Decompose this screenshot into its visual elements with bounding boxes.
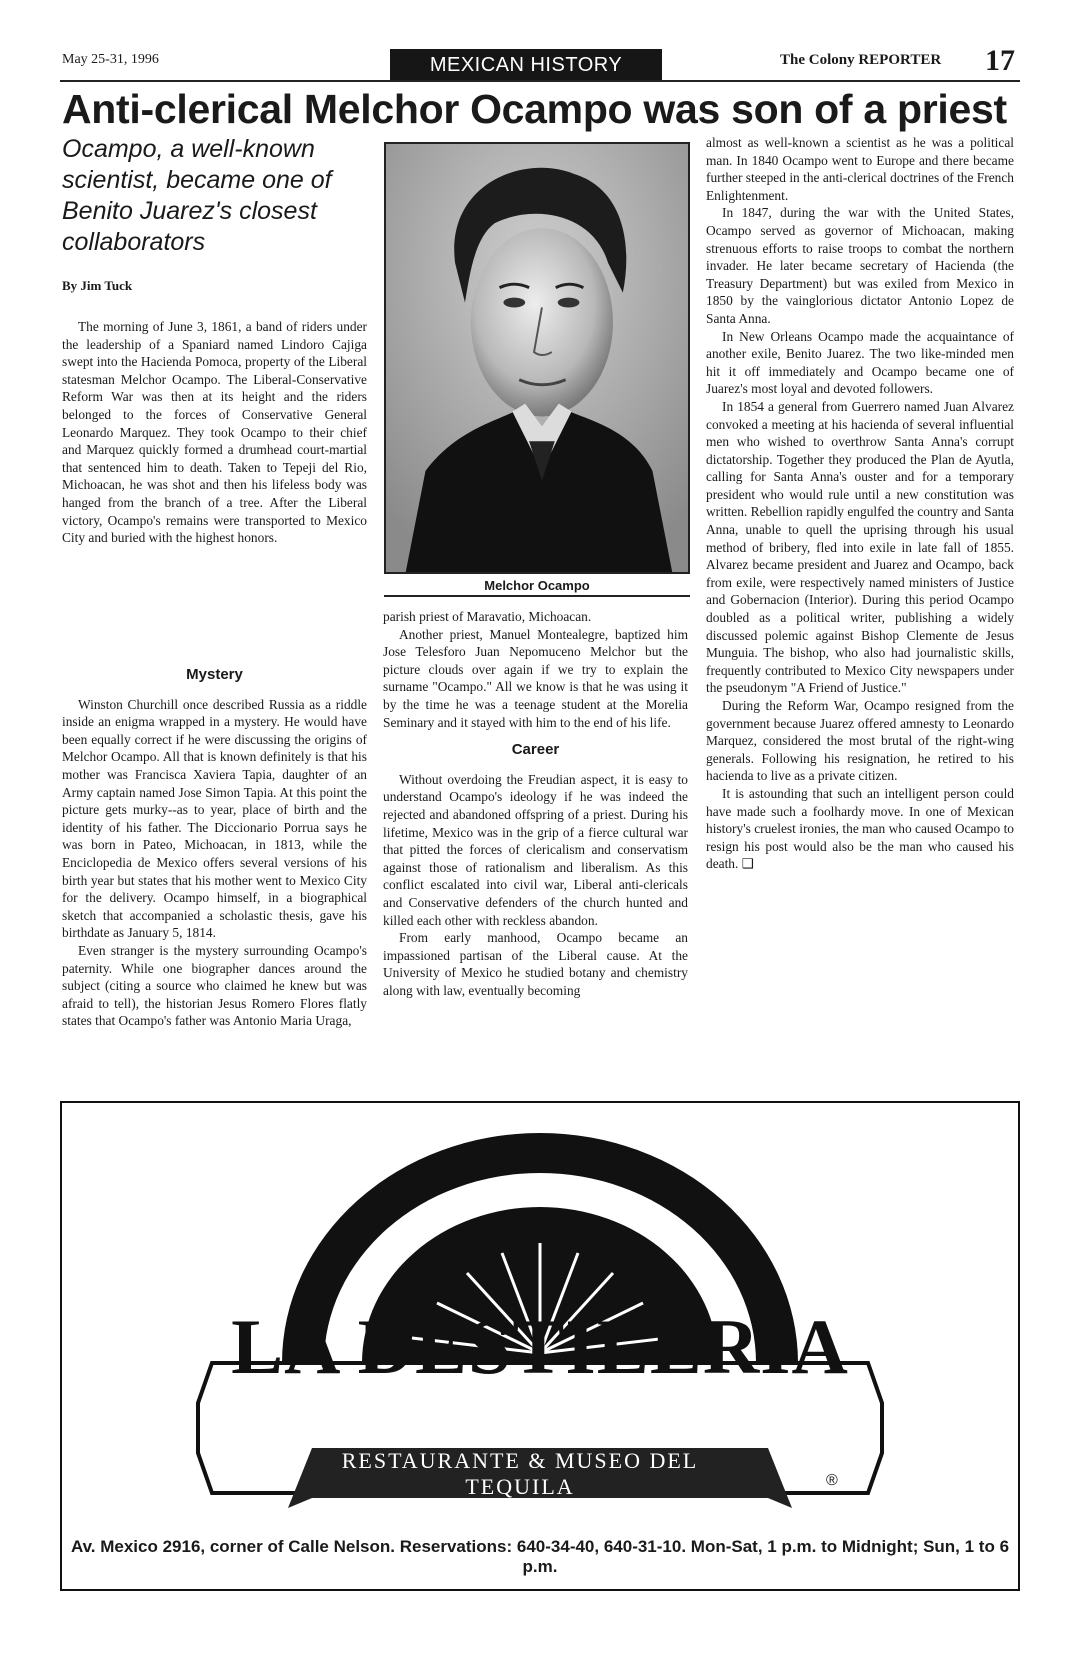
section-heading-mystery: Mystery: [186, 666, 243, 683]
header-rule: [60, 80, 1020, 82]
paragraph: parish priest of Maravatio, Michoacan.: [383, 609, 592, 624]
paragraph: [706, 785, 1014, 873]
column-2: [383, 608, 688, 999]
ad-contact-info: Av. Mexico 2916, corner of Calle Nelson. Reservations: 640-34-40, 640-31-10. Mon-Sat, 1 p.m. to Midnight; Sun, 1 to 6 p.m.: [70, 1537, 1010, 1576]
paragraph-text: It is astounding that such an intelligent person could have made such a foolhardy move. In one of Mexican history's cruelest ironies, the man who caused Ocampo to resign his post would also be the man who caused his death.: [706, 785, 1014, 872]
paragraph: In 1854 a general from Guerrero named Juan Alvarez convoked a meeting at his hacienda of several influential men who wished to overthrow Santa Anna's corrupt dictatorship. Together they produced the Plan de Ayutla, calling for Santa Anna's ouster and for a temporary president who would rule until a new constitution was written. Rebellion rapidly engulfed the country and Santa Anna, unable to quell the uprising through his usual method of bribery, fled into exile in late fall of 1855. Alvarez became president and Juarez and Ocampo, back from exile, were respectively named ministers of Justice and Gobernacion (Interior). During this period Ocampo doubled as a political writer, publishing a widely discussed polemic against Bishop Clemente de Jesus Munguia. The bishop, who also had journalistic skills, frequently contributed to Mexico City newspapers under the pseudonym "A Friend of Justice.": [706, 398, 1014, 696]
portrait-photo: [384, 142, 690, 574]
portrait-illustration: [386, 144, 688, 572]
column-1-intro: [62, 318, 367, 547]
paragraph: Without overdoing the Freudian aspect, it is easy to understand Ocampo's ideology if he was indeed the rejected and abandoned offspring of a priest. During his lifetime, Mexico was in the grip of a fierce cultural war that pitted the forces of clericalism and conservatism against those of rationalism and liberalism. As this conflict escalated into civil war, Liberal anti-clericals and Conservative defenders of the church hunted and killed each other with reckless abandon.: [383, 771, 688, 928]
byline: By Jim Tuck: [62, 278, 133, 293]
end-mark-icon: ❑: [741, 856, 754, 872]
paragraph: In 1847, during the war with the United States, Ocampo served as governor of Michoacan, making strenuous efforts to raise troops to combat the northern invader. He later became secretary of Hacienda (the Treasury Department) but was exiled from Mexico in 1850 by the vainglorious dictator Antonio Lopez de Santa Anna.: [706, 205, 1014, 326]
paragraph: Even stranger is the mystery surrounding Ocampo's paternity. While one biographer dances around the subject (citing a source who claimed he knew but was afraid to tell), the historian Jesus Romero Flores flatly states that Ocampo's father was Antonio Maria Uraga,: [62, 942, 367, 1029]
paragraph: In New Orleans Ocampo made the acquaintance of another exile, Benito Juarez. The two like-minded men hit it off immediately and Ocampo became one of Juarez's most loyal and devoted followers.: [706, 328, 1014, 397]
paragraph: From early manhood, Ocampo became an impassioned partisan of the Liberal cause. At the University of Mexico he studied botany and chemistry along with law, eventually becoming: [383, 930, 688, 998]
column-1-mystery: [62, 656, 367, 1030]
article-subhead: Ocampo, a well-known scientist, became one of Benito Juarez's closest collaborators: [62, 135, 332, 256]
article-headline: Anti-clerical Melchor Ocampo was son of a priest: [62, 86, 1007, 132]
paragraph: The morning of June 3, 1861, a band of riders under the leadership of a Spaniard named Lindoro Cajiga swept into the Hacienda Pomoca, property of the Liberal statesman Melchor Ocampo. The Liberal-Conservative Reform War was then at its height and the riders belonged to the forces of Conservative General Leonardo Marquez. They took Ocampo to their chief and Marquez quickly formed a drumhead court-martial that sentenced him to death. Taken to Tepeji del Rio, Michoacan, he was shot and then his lifeless body was hanged from the branch of a tree. After the Liberal victory, Ocampo's remains were transported to Mexico City and buried with the highest honors.: [62, 319, 367, 546]
section-heading-career: Career: [511, 741, 560, 759]
paragraph: Winston Churchill once described Russia as a riddle inside an enigma wrapped in a mystery. He would have been equally correct if he were discussing the origins of Melchor Ocampo. All that is known definitely is that his mother was Francisca Xaviera Tapia, daughter of an Army captain named Jose Simon Tapia. At this point the picture gets murky--as to year, place of birth and the identity of his father. The Diccionario Porrua says he was born in Pateo, Michoacan, in 1813, while the Enciclopedia de Mexico offers several versions of his birth year but states that his mother went to Mexico City for the delivery. Ocampo himself, in a biographical sketch that accompanied a scholastic thesis, gave his birthdate as January 5, 1814.: [62, 696, 367, 941]
paragraph: During the Reform War, Ocampo resigned from the government because Juarez offered amnesty to Leonardo Marquez, considered the most brutal of the right-wing generals. Following his resignation, he retired to his hacienda to live as a private citizen.: [706, 698, 1014, 784]
page-number: 17: [985, 44, 1015, 77]
section-banner: MEXICAN HISTORY: [390, 49, 662, 81]
registered-mark-icon: ®: [826, 1472, 838, 1489]
issue-date: May 25-31, 1996: [62, 52, 159, 67]
column-3: [706, 134, 1014, 873]
photo-caption: Melchor Ocampo: [384, 578, 690, 597]
newspaper-name: The Colony REPORTER: [780, 52, 942, 68]
ad-subtitle: RESTAURANTE & MUSEO DEL TEQUILA: [341, 1448, 699, 1499]
paragraph: Another priest, Manuel Montealegre, baptized him Jose Telesforo Juan Nepomuceno Melchor but the picture clouds over again if we try to explain the surname "Ocampo." All we know is that he was using it by the time he was a teenage student at the Morelia Seminary and it stayed with him to the end of his life.: [383, 626, 688, 730]
ad-brand-name: LA DESTILERIA: [231, 1303, 849, 1390]
paragraph: almost as well-known a scientist as he was a political man. In 1840 Ocampo went to Europe and there became further steeped in the anti-clerical doctrines of the French Enlightenment.: [706, 135, 1014, 203]
